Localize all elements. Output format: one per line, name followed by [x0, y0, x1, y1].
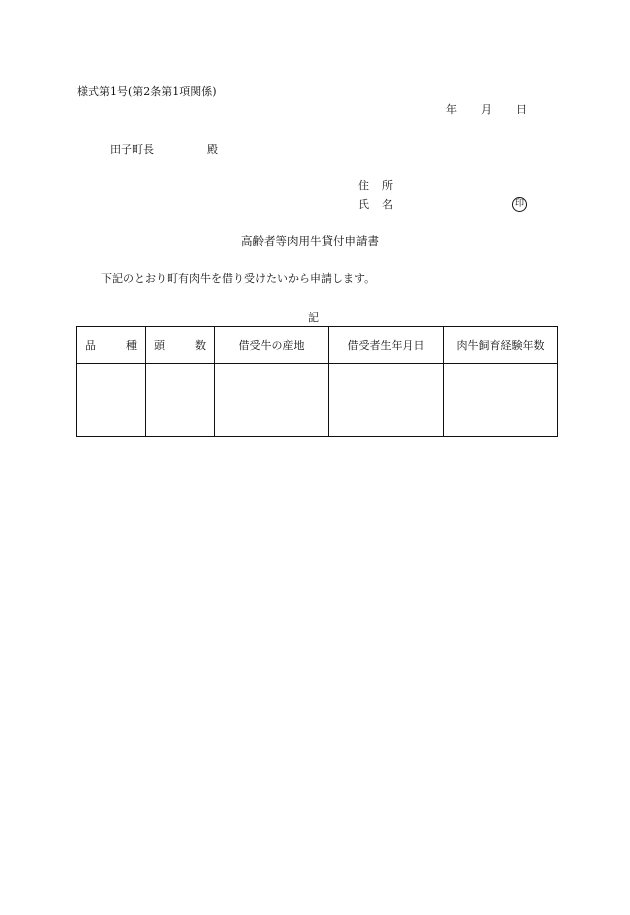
name-label: [358, 199, 393, 210]
name-label-char2: 名: [382, 198, 393, 211]
cell-birthdate: [329, 364, 444, 437]
address-label-char2: 所: [382, 179, 393, 192]
form-number: 様式第1号(第2条第1項関係): [77, 85, 217, 98]
detail-table: [76, 326, 558, 437]
header-breed-char2: 種: [126, 339, 137, 352]
address-label-char1: 住: [358, 179, 369, 192]
table-row: [77, 364, 558, 437]
document-title: 高齢者等肉用牛貸付申請書: [241, 234, 379, 248]
body-text: 下記のとおり町有肉牛を借り受けたいから申請します。: [101, 272, 376, 285]
addressee: [110, 144, 218, 155]
header-head-count-char1: 頭: [154, 339, 165, 352]
header-breed-char1: 品: [85, 339, 96, 352]
header-head-count: [146, 327, 215, 364]
date-day-label: 日: [516, 103, 527, 116]
date-line: [446, 104, 527, 115]
seal-mark: 印: [512, 197, 527, 212]
date-month-label: 月: [481, 103, 492, 116]
addressee-honorific: 殿: [207, 143, 218, 156]
header-head-count-char2: 数: [195, 339, 206, 352]
name-label-char1: 氏: [358, 198, 369, 211]
cell-experience-years: [444, 364, 558, 437]
header-experience-years: 肉牛飼育経験年数: [444, 327, 558, 364]
ki-marker: 記: [308, 311, 319, 324]
header-birthdate: 借受者生年月日: [329, 327, 444, 364]
date-year-label: 年: [446, 103, 457, 116]
cell-origin: [215, 364, 329, 437]
table-header-row: [77, 327, 558, 364]
addressee-title: 田子町長: [110, 143, 154, 156]
header-breed: [77, 327, 146, 364]
address-label: [358, 180, 393, 191]
header-origin: 借受牛の産地: [215, 327, 329, 364]
cell-breed: [77, 364, 146, 437]
cell-head-count: [146, 364, 215, 437]
